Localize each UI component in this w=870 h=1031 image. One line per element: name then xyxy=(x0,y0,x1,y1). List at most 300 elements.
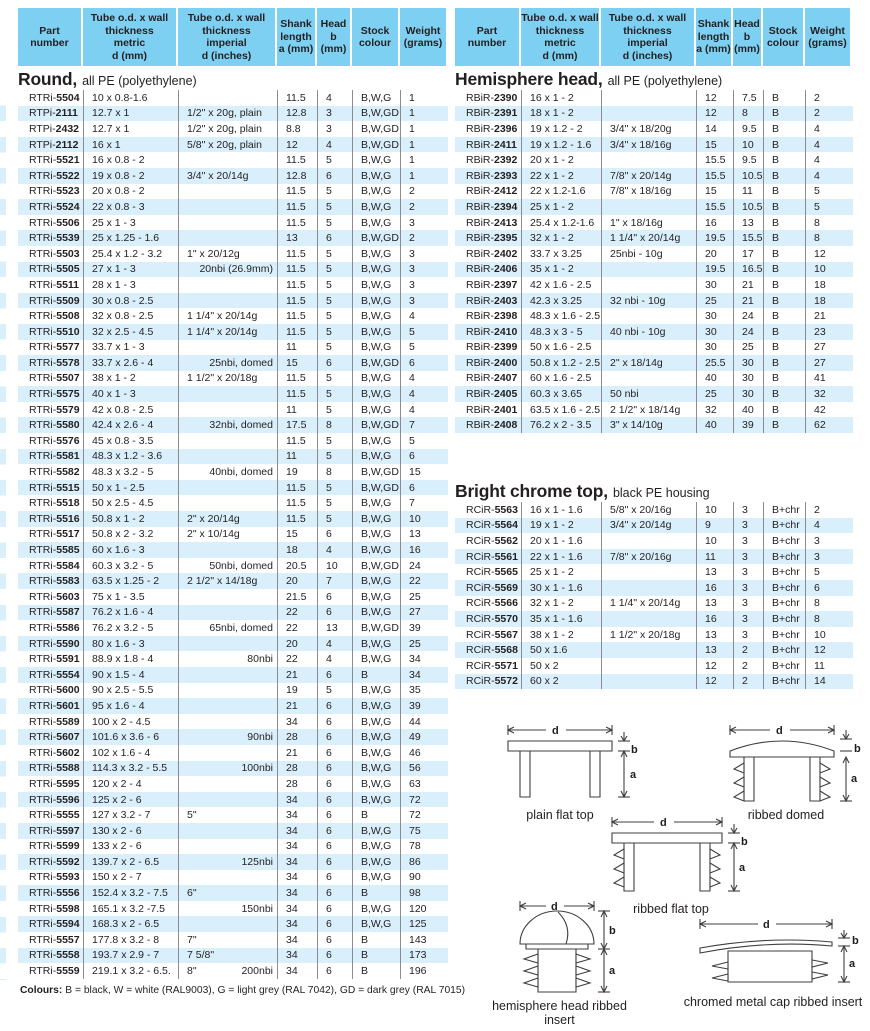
table-row xyxy=(455,533,853,549)
cell-shank-length: 34 xyxy=(277,839,317,855)
cell-stock-colour: B,W,G xyxy=(352,495,400,511)
cell-part-number: RBiR- 2390 xyxy=(466,91,518,104)
table-row xyxy=(18,371,448,387)
cell-stock-colour: B,W,GD xyxy=(352,121,400,137)
cell-head-height: 6 xyxy=(317,776,352,792)
table-row xyxy=(455,674,853,690)
cell-part-number: RTRi- 5554 xyxy=(29,668,80,681)
table-row xyxy=(455,596,853,612)
cell-metric-size: 76.2 x 3.2 - 5 xyxy=(83,620,178,636)
cell-imperial-size: 90nbi xyxy=(178,729,277,745)
cell-imperial-size xyxy=(601,564,696,580)
cell-metric-size: 25.4 x 1.2-1.6 xyxy=(521,215,601,231)
cell-imperial-size: 7/8" x 20/14g xyxy=(601,168,696,184)
cell-shank-length: 11.5 xyxy=(277,246,317,262)
cell-part-number: RCiR- 5564 xyxy=(466,519,518,532)
cell-stock-colour: B+chr xyxy=(763,611,805,627)
cell-metric-size: 27 x 1 - 3 xyxy=(83,262,178,278)
cell-stock-colour: B xyxy=(763,184,805,200)
table-row xyxy=(18,137,448,153)
cell-imperial-size xyxy=(601,674,696,690)
cell-weight: 18 xyxy=(805,277,852,293)
cell-weight: 39 xyxy=(400,698,448,714)
cell-head-height: 15.5 xyxy=(733,230,763,246)
cell-imperial-size: 1 1/2" x 20/18g xyxy=(178,371,277,387)
cell-metric-size: 28 x 1 - 3 xyxy=(83,277,178,293)
cell-metric-size: 152.4 x 3.2 - 7.5 xyxy=(83,885,178,901)
cell-head-height: 5 xyxy=(317,277,352,293)
dim-label-b: b xyxy=(631,744,638,756)
cell-part-number: RCiR- 5570 xyxy=(466,613,518,626)
cell-part-number: RBiR- 2401 xyxy=(466,403,518,416)
cell-part-number: RTRi- 5518 xyxy=(29,497,80,510)
cell-shank-length: 12.8 xyxy=(277,106,317,122)
cell-shank-length: 34 xyxy=(277,854,317,870)
cell-part-number: RTRi- 5583 xyxy=(29,575,80,588)
cell-stock-colour: B xyxy=(763,230,805,246)
cell-head-height: 30 xyxy=(733,371,763,387)
cell-imperial-size xyxy=(178,714,277,730)
cell-part-number: RTRi- 5516 xyxy=(29,512,80,525)
table-row xyxy=(18,464,448,480)
cell-shank-length: 18 xyxy=(277,542,317,558)
section-title-chrome xyxy=(455,478,853,502)
cell-stock-colour: B,W,G xyxy=(352,542,400,558)
cell-imperial-size: 40nbi, domed xyxy=(178,464,277,480)
table-row xyxy=(455,580,853,596)
cell-head-height: 8 xyxy=(317,464,352,480)
table-row xyxy=(455,386,853,402)
cell-imperial-size: 1/2" x 20g, plain xyxy=(178,106,277,122)
cell-head-height: 5 xyxy=(317,511,352,527)
cell-metric-size: 139.7 x 2 - 6.5 xyxy=(83,854,178,870)
cell-shank-length: 12.8 xyxy=(277,168,317,184)
cell-weight: 21 xyxy=(805,308,852,324)
cell-shank-length: 13 xyxy=(277,230,317,246)
table-row xyxy=(18,262,448,278)
cell-weight: 5 xyxy=(400,433,448,449)
cell-weight: 6 xyxy=(400,449,448,465)
cell-part-number: RBiR- 2393 xyxy=(466,169,518,182)
cell-part-number: RTRi- 5559 xyxy=(29,965,80,978)
cell-weight: 34 xyxy=(400,651,448,667)
cell-metric-size: 20 x 1 - 1.6 xyxy=(521,533,601,549)
cell-weight: 27 xyxy=(400,605,448,621)
cell-shank-length: 15.5 xyxy=(696,168,733,184)
cell-shank-length: 20 xyxy=(277,573,317,589)
table-row xyxy=(18,324,448,340)
cell-metric-size: 165.1 x 3.2 -7.5 xyxy=(83,901,178,917)
cell-stock-colour: B+chr xyxy=(763,674,805,690)
cell-part-number: RTPi- 2112 xyxy=(29,138,79,151)
cell-imperial-size: 32nbi, domed xyxy=(178,417,277,433)
cell-metric-size: 125 x 2 - 6 xyxy=(83,792,178,808)
cell-imperial-size xyxy=(178,870,277,886)
table-row xyxy=(18,495,448,511)
cell-imperial-size: 6" xyxy=(178,885,277,901)
cell-stock-colour: B xyxy=(763,168,805,184)
cell-part-number: RCiR- 5565 xyxy=(466,566,518,579)
cell-shank-length: 20.5 xyxy=(277,558,317,574)
table-row xyxy=(455,90,853,106)
cell-stock-colour: B xyxy=(763,417,805,433)
cell-weight: 4 xyxy=(400,371,448,387)
cell-part-number: RBiR- 2392 xyxy=(466,154,518,167)
column-header: Weight (grams) xyxy=(400,8,446,66)
cell-part-number: RCiR- 5569 xyxy=(466,581,518,594)
ribbed-flat-top-figure xyxy=(592,813,750,916)
cell-weight: 3 xyxy=(400,262,448,278)
cell-part-number: RBiR- 2413 xyxy=(466,216,518,229)
cell-weight: 6 xyxy=(805,580,852,596)
cell-imperial-size xyxy=(178,402,277,418)
cell-shank-length: 11.5 xyxy=(277,386,317,402)
cell-part-number: RBiR- 2396 xyxy=(466,122,518,135)
cell-head-height: 7 xyxy=(317,573,352,589)
cell-imperial-size xyxy=(601,308,696,324)
cell-weight: 12 xyxy=(805,642,852,658)
cell-metric-size: 50.8 x 1.2 - 2.5 xyxy=(521,355,601,371)
cell-shank-length: 11.5 xyxy=(277,199,317,215)
cell-imperial-size: 1/2" x 20g, plain xyxy=(178,121,277,137)
column-header: Stock colour xyxy=(352,8,398,66)
cell-weight: 125 xyxy=(400,916,448,932)
table-row xyxy=(455,564,853,580)
cell-imperial-size xyxy=(178,636,277,652)
cell-part-number: RTRi- 5522 xyxy=(29,169,80,182)
figure-caption: ribbed domed xyxy=(747,808,825,822)
cell-head-height: 6 xyxy=(317,589,352,605)
cell-metric-size: 32 x 1 - 2 xyxy=(521,230,601,246)
cell-head-height: 6 xyxy=(317,932,352,948)
cell-part-number: RTRi- 5510 xyxy=(29,325,80,338)
cell-stock-colour: B,W,GD xyxy=(352,464,400,480)
table-row xyxy=(18,199,448,215)
cell-weight: 3 xyxy=(805,549,852,565)
cell-stock-colour: B,W,G xyxy=(352,449,400,465)
cell-part-number: RTRi- 5607 xyxy=(29,731,80,744)
cell-imperial-size: 1 1/2" x 20/18g xyxy=(601,627,696,643)
table-row xyxy=(18,636,448,652)
cell-shank-length: 11.5 xyxy=(277,433,317,449)
cell-part-number: RBiR- 2405 xyxy=(466,388,518,401)
cell-shank-length: 12 xyxy=(696,658,733,674)
cell-head-height: 5 xyxy=(317,386,352,402)
cell-metric-size: 42.4 x 2.6 - 4 xyxy=(83,417,178,433)
cell-weight: 8 xyxy=(805,611,852,627)
cell-part-number: RTRi- 5581 xyxy=(29,450,80,463)
cell-imperial-size: 5" xyxy=(178,807,277,823)
table-row xyxy=(455,184,853,200)
cell-stock-colour: B xyxy=(352,885,400,901)
cell-weight: 32 xyxy=(805,386,852,402)
cell-metric-size: 22 x 1.2-1.6 xyxy=(521,184,601,200)
cell-shank-length: 19 xyxy=(277,464,317,480)
cell-head-height: 6 xyxy=(317,807,352,823)
cell-weight: 27 xyxy=(805,355,852,371)
cell-stock-colour: B xyxy=(352,932,400,948)
cell-shank-length: 34 xyxy=(277,963,317,979)
cell-stock-colour: B,W,G xyxy=(352,402,400,418)
table-row xyxy=(455,642,853,658)
cell-metric-size: 40 x 1 - 3 xyxy=(83,386,178,402)
cell-weight: 23 xyxy=(805,324,852,340)
cell-head-height: 4 xyxy=(317,651,352,667)
cell-part-number: RTRi- 5588 xyxy=(29,762,80,775)
cell-metric-size: 219.1 x 3.2 - 6.5. xyxy=(83,963,178,979)
cell-metric-size: 32 x 0.8 - 2.5 xyxy=(83,308,178,324)
cell-weight: 44 xyxy=(400,714,448,730)
cell-part-number: RTRi- 5601 xyxy=(29,699,80,712)
cell-head-height: 2 xyxy=(733,674,763,690)
cell-part-number: RTRi- 5509 xyxy=(29,294,80,307)
cell-metric-size: 19 x 1 - 2 xyxy=(521,518,601,534)
cell-weight: 8 xyxy=(805,596,852,612)
cell-imperial-size: 7/8" x 20/16g xyxy=(601,549,696,565)
cell-stock-colour: B+chr xyxy=(763,580,805,596)
cell-part-number: RCiR- 5561 xyxy=(466,550,518,563)
cell-stock-colour: B,W,G xyxy=(352,683,400,699)
cell-weight: 22 xyxy=(400,573,448,589)
cell-head-height: 4 xyxy=(317,542,352,558)
table-row xyxy=(18,729,448,745)
cell-weight: 5 xyxy=(805,184,852,200)
cell-metric-size: 33.7 x 1 - 3 xyxy=(83,340,178,356)
table-row xyxy=(18,106,448,122)
cell-stock-colour: B,W,G xyxy=(352,916,400,932)
table-row xyxy=(18,698,448,714)
figure-caption: chromed metal cap ribbed insert xyxy=(683,995,863,1009)
table-row xyxy=(18,90,448,106)
cell-imperial-size xyxy=(178,386,277,402)
cell-weight: 2 xyxy=(805,90,852,106)
cell-weight: 3 xyxy=(400,246,448,262)
cell-stock-colour: B xyxy=(763,340,805,356)
cell-stock-colour: B,W,GD xyxy=(352,620,400,636)
cell-weight: 98 xyxy=(400,885,448,901)
column-header: Shank length a (mm) xyxy=(277,8,315,66)
table-row xyxy=(18,901,448,917)
cell-stock-colour: B,W,G xyxy=(352,714,400,730)
cell-weight: 1 xyxy=(400,168,448,184)
cell-head-height: 39 xyxy=(733,417,763,433)
cell-imperial-size xyxy=(601,658,696,674)
hemisphere-head-figure xyxy=(492,896,627,1027)
table-row xyxy=(18,386,448,402)
table-header-row xyxy=(18,8,448,66)
cell-stock-colour: B xyxy=(763,293,805,309)
cell-weight: 2 xyxy=(805,106,852,122)
cell-shank-length: 15 xyxy=(696,184,733,200)
cell-imperial-size: 3/4" x 20/14g xyxy=(178,168,277,184)
plain-flat-top-figure xyxy=(480,721,640,822)
cell-shank-length: 19 xyxy=(277,683,317,699)
cell-head-height: 6 xyxy=(317,355,352,371)
cell-part-number: RTRi- 5521 xyxy=(29,154,80,167)
cell-weight: 143 xyxy=(400,932,448,948)
table-row xyxy=(18,885,448,901)
table-row xyxy=(18,449,448,465)
cell-part-number: RTRi- 5507 xyxy=(29,372,80,385)
cell-part-number: RBiR- 2400 xyxy=(466,356,518,369)
cell-metric-size: 16 x 1 - 2 xyxy=(521,90,601,106)
cell-weight: 4 xyxy=(805,152,852,168)
section-subtitle: black PE housing xyxy=(612,486,710,501)
cell-weight: 16 xyxy=(400,542,448,558)
cell-part-number: RTRi- 5508 xyxy=(29,310,80,323)
cell-part-number: RTRi- 5590 xyxy=(29,637,80,650)
cell-stock-colour: B,W,G xyxy=(352,293,400,309)
cell-metric-size: 76.2 x 2 - 3.5 xyxy=(521,417,601,433)
cell-stock-colour: B,W,G xyxy=(352,277,400,293)
column-header: Stock colour xyxy=(763,8,803,66)
column-header: Head b (mm) xyxy=(317,8,350,66)
cell-stock-colour: B,W,G xyxy=(352,386,400,402)
dim-label-b: b xyxy=(854,743,861,755)
cell-stock-colour: B,W,G xyxy=(352,511,400,527)
cell-metric-size: 35 x 1 - 2 xyxy=(521,262,601,278)
cell-weight: 75 xyxy=(400,823,448,839)
dim-label-a: a xyxy=(739,862,746,874)
cell-head-height: 3 xyxy=(733,596,763,612)
cell-metric-size: 63.5 x 1.25 - 2 xyxy=(83,573,178,589)
cell-shank-length: 16 xyxy=(696,215,733,231)
cell-weight: 90 xyxy=(400,870,448,886)
cell-part-number: RTPi- 2432 xyxy=(29,122,79,135)
cell-head-height: 21 xyxy=(733,277,763,293)
cell-stock-colour: B xyxy=(763,90,805,106)
cell-weight: 8 xyxy=(805,215,852,231)
cell-part-number: RTPi- 2111 xyxy=(29,107,78,120)
cell-part-number: RTRi- 5515 xyxy=(29,481,80,494)
cell-shank-length: 11.5 xyxy=(277,308,317,324)
cell-imperial-size: 2 1/2" x 18/14g xyxy=(601,402,696,418)
column-header: Shank length a (mm) xyxy=(696,8,731,66)
cell-imperial-size xyxy=(601,262,696,278)
cell-shank-length: 12 xyxy=(696,106,733,122)
cell-head-height: 5 xyxy=(317,184,352,200)
cell-part-number: RCiR- 5571 xyxy=(466,659,518,672)
table-row xyxy=(18,948,448,964)
cell-head-height: 17 xyxy=(733,246,763,262)
cell-metric-size: 10 x 0.8-1.6 xyxy=(83,90,178,106)
cell-shank-length: 15 xyxy=(277,527,317,543)
cell-metric-size: 22 x 0.8 - 3 xyxy=(83,199,178,215)
cell-stock-colour: B,W,G xyxy=(352,573,400,589)
table-row xyxy=(455,549,853,565)
cell-weight: 5 xyxy=(805,199,852,215)
cell-head-height: 5 xyxy=(317,152,352,168)
cell-imperial-size xyxy=(601,371,696,387)
cell-head-height: 5 xyxy=(317,683,352,699)
cell-part-number: RTRi- 5595 xyxy=(29,777,80,790)
cell-part-number: RCiR- 5562 xyxy=(466,535,518,548)
cell-weight: 49 xyxy=(400,729,448,745)
cell-shank-length: 14 xyxy=(696,121,733,137)
cell-imperial-size: 7" xyxy=(178,932,277,948)
cell-metric-size: 35 x 1 - 1.6 xyxy=(521,611,601,627)
table-row xyxy=(455,215,853,231)
cell-head-height: 6 xyxy=(317,885,352,901)
cell-stock-colour: B xyxy=(763,106,805,122)
cell-stock-colour: B,W,G xyxy=(352,199,400,215)
cell-metric-size: 25 x 1 - 3 xyxy=(83,215,178,231)
cell-imperial-size xyxy=(178,683,277,699)
cell-weight: 86 xyxy=(400,854,448,870)
cell-head-height: 5 xyxy=(317,199,352,215)
colour-legend xyxy=(20,985,465,996)
cell-stock-colour: B xyxy=(763,324,805,340)
cell-part-number: RBiR- 2402 xyxy=(466,247,518,260)
cell-shank-length: 8.8 xyxy=(277,121,317,137)
cell-imperial-size xyxy=(178,215,277,231)
cell-imperial-size: 150nbi xyxy=(178,901,277,917)
cell-shank-length: 21 xyxy=(277,667,317,683)
table-row xyxy=(455,137,853,153)
dim-label-d: d xyxy=(763,919,770,931)
cell-imperial-size xyxy=(178,792,277,808)
cell-head-height: 2 xyxy=(733,642,763,658)
cell-head-height: 3 xyxy=(317,121,352,137)
cell-shank-length: 34 xyxy=(277,932,317,948)
cell-part-number: RTRi- 5582 xyxy=(29,466,80,479)
cell-weight: 2 xyxy=(805,502,852,518)
cell-stock-colour: B,W,G xyxy=(352,698,400,714)
cell-head-height: 2 xyxy=(733,658,763,674)
table-row xyxy=(18,433,448,449)
cell-stock-colour: B,W,G xyxy=(352,761,400,777)
cell-shank-length: 15.5 xyxy=(696,152,733,168)
cell-imperial-size: 25nbi, domed xyxy=(178,355,277,371)
cell-imperial-size xyxy=(178,667,277,683)
cell-metric-size: 101.6 x 3.6 - 6 xyxy=(83,729,178,745)
cell-imperial-size xyxy=(601,642,696,658)
cell-stock-colour: B+chr xyxy=(763,658,805,674)
cell-imperial-size xyxy=(178,184,277,200)
column-header: Tube o.d. x wall thickness metric d (mm) xyxy=(83,8,176,66)
cell-head-height: 3 xyxy=(733,564,763,580)
cell-stock-colour: B,W,G xyxy=(352,839,400,855)
cell-head-height: 6 xyxy=(317,901,352,917)
cell-weight: 3 xyxy=(805,533,852,549)
cell-head-height: 13 xyxy=(733,215,763,231)
cell-imperial-size xyxy=(178,277,277,293)
table-row xyxy=(455,611,853,627)
cell-imperial-size: 2" x 20/14g xyxy=(178,511,277,527)
cell-shank-length: 11.5 xyxy=(277,152,317,168)
cell-part-number: RTRi- 5591 xyxy=(29,653,80,666)
table-row xyxy=(455,106,853,122)
table-row xyxy=(18,293,448,309)
table-row xyxy=(18,932,448,948)
cell-part-number: RBiR- 2407 xyxy=(466,372,518,385)
table-row xyxy=(18,667,448,683)
cell-shank-length: 12 xyxy=(277,137,317,153)
cell-imperial-size: 40 nbi - 10g xyxy=(601,324,696,340)
table-row xyxy=(18,854,448,870)
cell-head-height: 6 xyxy=(317,839,352,855)
cell-shank-length: 10 xyxy=(696,502,733,518)
cell-head-height: 7.5 xyxy=(733,90,763,106)
table-row xyxy=(455,402,853,418)
figure-caption: hemisphere head ribbed insert xyxy=(492,999,627,1027)
cell-imperial-size xyxy=(601,90,696,106)
cell-metric-size: 168.3 x 2 - 6.5 xyxy=(83,916,178,932)
cell-weight: 62 xyxy=(805,417,852,433)
cell-stock-colour: B,W,GD xyxy=(352,355,400,371)
cell-part-number: RBiR- 2403 xyxy=(466,294,518,307)
cell-part-number: RTRi- 5558 xyxy=(29,949,80,962)
